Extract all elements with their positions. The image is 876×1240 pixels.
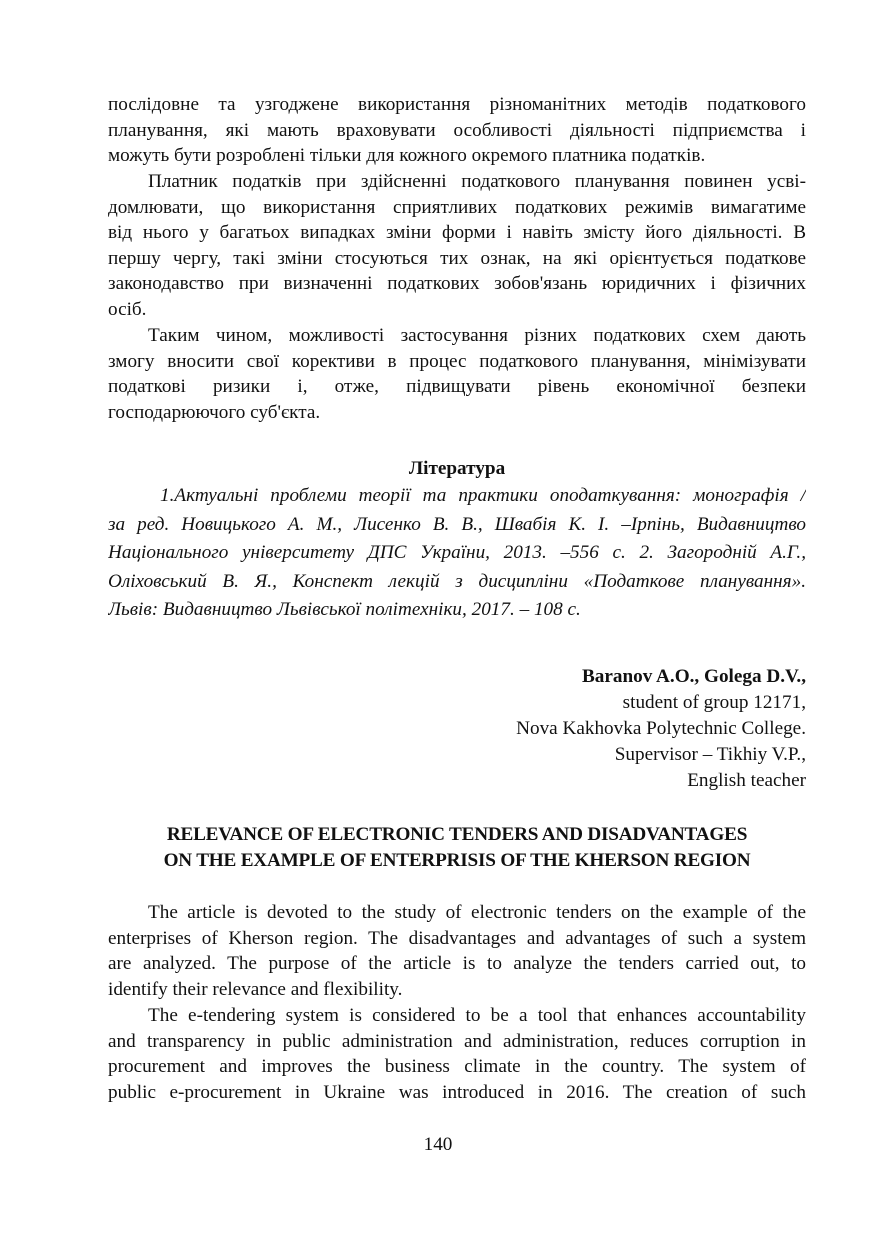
text-line: законодавство при визначенні податкових зобов'язань юридичних і фізичних (108, 273, 806, 294)
article-paragraph-2 (108, 1003, 806, 1105)
author-affiliation-line: student of group 12171, (622, 692, 806, 713)
text-line: осіб. (108, 298, 147, 320)
text-line: procurement and improves the business climate in the country. The system of (108, 1056, 806, 1077)
article-paragraph-1 (108, 900, 806, 1002)
references-heading: Література (408, 458, 506, 479)
text-line: змогу вносити свої корективи в процес податкового планування, мінімізувати (108, 350, 806, 372)
reference-line: Національного університету ДПС України, 2013. –556 с. 2. Загородній А.Г., (108, 542, 806, 563)
reference-line: Львів: Видавництво Львівської політехніки, 2017. – 108 с. (108, 599, 581, 620)
page-number: 140 (423, 1134, 453, 1155)
ukr-paragraph-2 (108, 169, 806, 322)
text-line: Платник податків при здійсненні податкового планування повинен усві- (148, 171, 806, 192)
references-list (108, 482, 806, 625)
text-line: enterprises of Kherson region. The disadvantages and advantages of such a system (108, 927, 806, 949)
author-affiliation-line: Supervisor – Tikhiy V.P., (614, 744, 806, 765)
text-line: Таким чином, можливості застосування різних податкових схем дають (148, 325, 806, 346)
article-title (108, 822, 806, 874)
text-line: домлювати, що використання сприятливих податкових режимів вимагатиме (108, 196, 806, 218)
title-line: ON THE EXAMPLE OF ENTERPRISIS OF THE KHERSON REGION (163, 850, 751, 871)
text-line: від нього у багатьох випадках зміни форми і навіть змісту його діяльності. В (108, 222, 806, 243)
text-line: public e-procurement in Ukraine was introduced in 2016. The creation of such (108, 1081, 806, 1103)
text-line: можуть бути розроблені тільки для кожного окремого платника податків. (108, 145, 706, 166)
text-line: господарюючого суб'єкта. (108, 401, 321, 423)
text-line: податкові ризики і, отже, підвищувати рівень економічної безпеки (108, 376, 806, 397)
ukr-paragraph-3 (108, 323, 806, 425)
text-line: and transparency in public administration and administration, reduces corruption in (108, 1030, 806, 1052)
text-line: першу чергу, такі зміни стосуються тих ознак, на які орієнтується податкове (108, 247, 806, 269)
author-block (516, 664, 806, 794)
text-line: планування, які мають враховувати особливості діяльності підприємства і (108, 119, 806, 141)
article-authors: Baranov A.O., Golega D.V., (581, 666, 806, 687)
text-line: identify their relevance and flexibility. (108, 978, 403, 1000)
reference-line: за ред. Новицького А. М., Лисенко В. В., Швабія К. І. –Ірпінь, Видавництво (108, 513, 806, 535)
author-affiliation-line: Nova Kakhovka Polytechnic College. (516, 718, 806, 739)
author-affiliation-line: English teacher (687, 770, 806, 791)
reference-line: Оліховський В. Я., Конспект лекцій з дисципліни «Податкове планування». (108, 570, 806, 592)
title-line: RELEVANCE OF ELECTRONIC TENDERS AND DISADVANTAGES (166, 824, 748, 845)
text-line: послідовне та узгоджене використання різноманітних методів податкового (108, 94, 806, 115)
reference-line: 1.Актуальні проблеми теорії та практики оподаткування: монографія / (160, 485, 806, 506)
ukr-paragraph-1 (108, 92, 806, 169)
text-line: are analyzed. The purpose of the article is to analyze the tenders carried out, to (108, 953, 806, 974)
text-line: The article is devoted to the study of electronic tenders on the example of the (148, 902, 806, 923)
text-line: The e-tendering system is considered to be a tool that enhances accountability (148, 1005, 806, 1026)
